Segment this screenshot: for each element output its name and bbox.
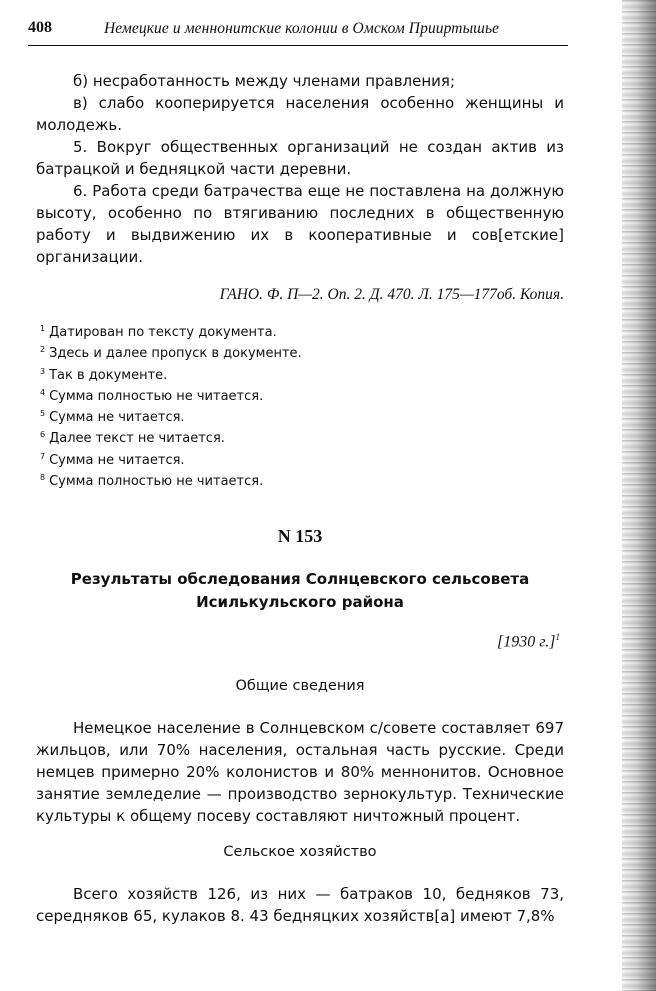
list-item: б) несработанность между членами правления; — [73, 72, 456, 90]
running-header — [28, 19, 568, 46]
footnote: $^5$ Сумма не читается. — [40, 409, 185, 426]
document-title — [40, 568, 560, 614]
list-item: в) слабо кооперируется населения особенно женщины и молодежь. — [36, 94, 564, 134]
footnote: $^6$ Далее текст не читается. — [40, 430, 225, 447]
document-number: N 153 — [277, 526, 323, 546]
footnote: $^4$ Сумма полностью не читается. — [40, 387, 264, 404]
date-footnote-mark: 1 — [555, 632, 560, 642]
footnote: $^7$ Сумма не читается. — [40, 451, 185, 468]
continued-list — [36, 70, 564, 268]
list-item: 5. Вокруг общественных организаций не создан актив из батрацкой и бедняцкой части деревни. — [36, 138, 564, 178]
footnotes — [40, 318, 420, 488]
list-item: 6. Работа среди батрачества еще не поставлена на должную высоту, особенно по втягиванию последних в общественную работу и выдвижению их в кооперативные и сов[етские] организации. — [36, 182, 564, 266]
section-heading-agriculture: Сельское хозяйство — [223, 844, 377, 860]
footnote: $^2$ Здесь и далее пропуск в документе. — [40, 345, 302, 362]
footnote: $^3$ Так в документе. — [40, 366, 168, 383]
section-heading-general: Общие сведения — [235, 678, 365, 694]
footnote: $^8$ Сумма полностью не читается. — [40, 473, 264, 490]
archive-source-reference: ГАНО. Ф. П—2. Оп. 2. Д. 470. Л. 175—177об. Копия. — [219, 286, 564, 303]
document-title-line: Результаты обследования Солнцевского сельсовета — [70, 570, 530, 588]
footnote: $^1$ Датирован по тексту документа. — [40, 324, 277, 340]
general-paragraph: Немецкое население в Солнцевском с/совете составляет 697 жильцов, или 70% населения, остальная часть русские. Среди немцев примерно 20% колонистов и 80% меннонитов. Основное занятие земледелие — производство зернокультур. Технические культуры к общему посеву составляют ничтожный процент. — [36, 719, 564, 825]
document-date: [1930 г.]$^1$ — [497, 632, 560, 651]
page-edge-shadow — [622, 0, 656, 991]
header-title: Немецкие и меннонитские колонии в Омском Прииртышье — [104, 20, 500, 37]
page-number: 408 — [28, 19, 52, 36]
agriculture-paragraph: Всего хозяйств 126, из них — батраков 10, бедняков 73, середняков 65, кулаков 8. 43 бедняцких хозяйств[а] имеют 7,8% — [36, 885, 564, 925]
document-title-line: Исилькульского района — [196, 593, 404, 611]
